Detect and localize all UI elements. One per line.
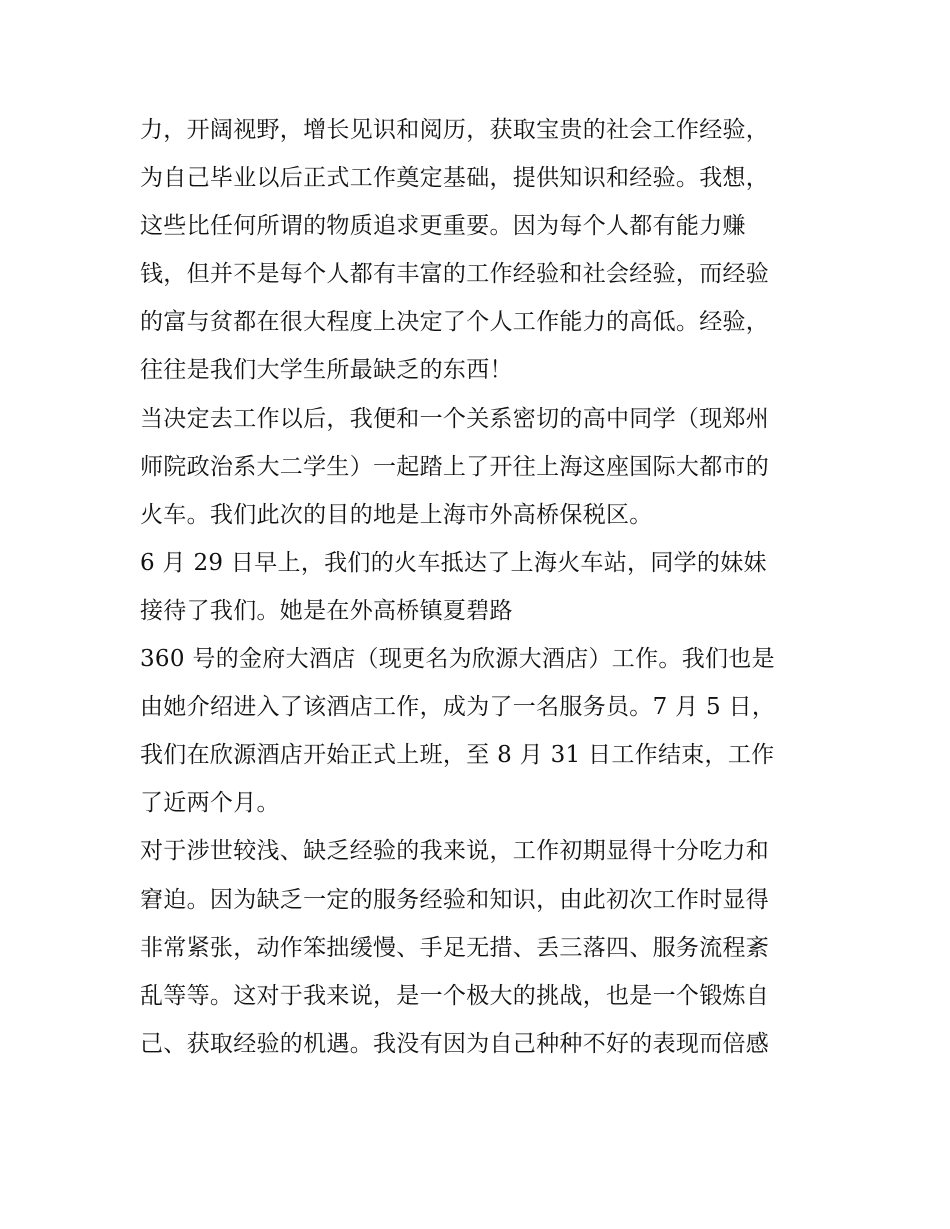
text-line: 往往是我们大学生所最缺乏的东西！ [140,357,513,384]
text-line: 了近两个月。 [140,790,280,817]
text-line: 的富与贫都在很大程度上决定了个人工作能力的高低。经验， [140,309,770,336]
text-line: 由她介绍进入了该酒店工作，成为了一名服务员。7 月 5 日， [140,694,776,721]
text-line: 窘迫。因为缺乏一定的服务经验和知识，由此初次工作时显得 [140,886,770,913]
text-line: 接待了我们。她是在外高桥镇夏碧路 [140,597,513,624]
text-line: 钱，但并不是每个人都有丰富的工作经验和社会经验，而经验 [140,261,770,288]
text-line: 力，开阔视野，增长见识和阅历，获取宝贵的社会工作经验， [140,117,770,143]
text-line: 这些比任何所谓的物质追求更重要。因为每个人都有能力赚 [140,213,746,240]
text-line: 对于涉世较浅、缺乏经验的我来说，工作初期显得十分吃力和 [140,838,770,865]
text-line: 为自己毕业以后正式工作奠定基础，提供知识和经验。我想， [140,165,770,192]
text-line: 当决定去工作以后，我便和一个关系密切的高中同学（现郑州 [140,405,770,432]
body-text [140,106,820,1068]
text-line: 我们在欣源酒店开始正式上班，至 8 月 31 日工作结束，工作 [140,742,775,769]
text-line: 火车。我们此次的目的地是上海市外高桥保税区。 [140,501,653,528]
text-line: 师院政治系大二学生）一起踏上了开往上海这座国际大都市的 [140,453,770,480]
text-line: 非常紧张，动作笨拙缓慢、手足无措、丢三落四、服务流程紊 [140,934,770,961]
text-line: 360 号的金府大酒店（现更名为欣源大酒店）工作。我们也是 [140,646,775,673]
text-line: 6 月 29 日早上，我们的火车抵达了上海火车站，同学的妹妹 [140,549,767,576]
text-line: 己、获取经验的机遇。我没有因为自己种种不好的表现而倍感 [140,1030,770,1057]
text-line: 乱等等。这对于我来说，是一个极大的挑战，也是一个锻炼自 [140,982,770,1009]
